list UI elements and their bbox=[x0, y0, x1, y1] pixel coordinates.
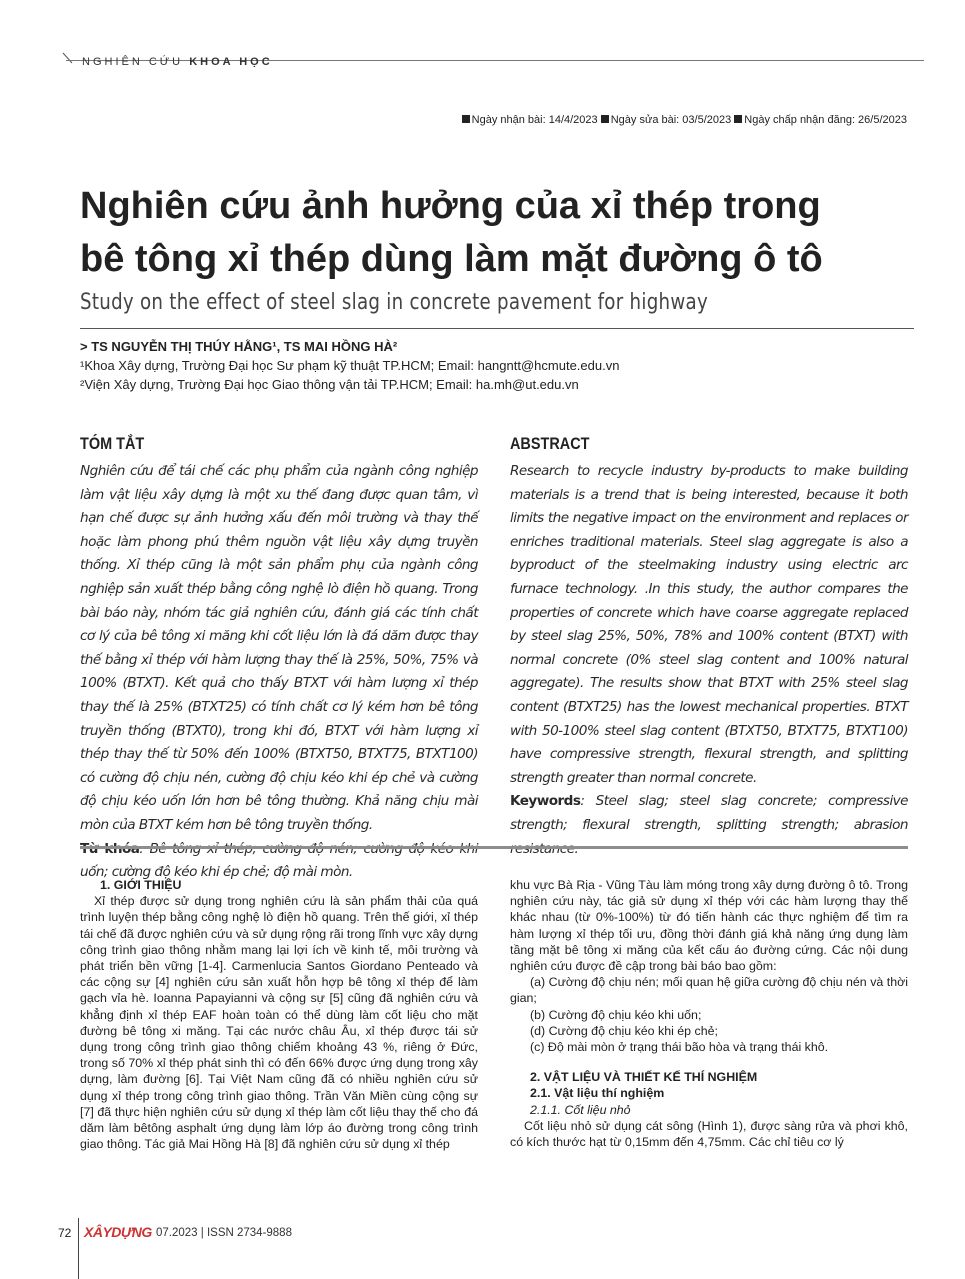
body-column-right bbox=[510, 877, 908, 1150]
bullet-square-icon bbox=[462, 115, 470, 123]
date-revised: Ngày sửa bài: 03/5/2023 bbox=[610, 114, 732, 126]
title-line-2: bê tông xỉ thép dùng làm mặt đường ô tô bbox=[80, 238, 823, 280]
date-received: Ngày nhận bài: 14/4/2023 bbox=[471, 114, 598, 126]
title-line-1: Nghiên cứu ảnh hưởng của xỉ thép trong bbox=[80, 185, 821, 227]
issue-info: 07.2023 | ISSN 2734-9888 bbox=[156, 1227, 292, 1239]
paragraph-continued: khu vực Bà Rịa - Vũng Tàu làm móng trong xây dựng đường ô tô. Trong nghiên cứu này, tác giả sử dụng xỉ thép với các hàm lượng thay thế khác nhau (từ 0%-100%) từ đó tiến hành các thực nghiệm để tìm ra hàm lượng xỉ thép tối ưu, đồng thời đánh giá khả năng ứng dụng làm tầng mặt bê tông xi măng của kết cấu áo đường cứng. Các nội dung nghiên cứu được đề cập trong bài báo bao gồm: bbox=[510, 878, 908, 974]
keywords-en-label: Keywords bbox=[510, 793, 581, 810]
affiliation-2: ²Viện Xây dựng, Trường Đại học Giao thông vận tải TP.HCM; Email: ha.mh@ut.edu.vn bbox=[80, 377, 579, 392]
section-divider bbox=[80, 846, 908, 849]
authors: > TS NGUYỄN THỊ THÚY HẰNG¹, TS MAI HỒNG HÀ² bbox=[80, 339, 398, 354]
list-item-a: (a) Cường độ chịu nén; mối quan hệ giữa cường độ chịu nén và thời gian; bbox=[510, 975, 908, 1006]
heading-materials-sub: 2.1. Vật liệu thí nghiệm bbox=[530, 1086, 665, 1101]
keywords-vi-text: uốn; cường độ kéo khi ép chẻ; độ mài mòn. bbox=[80, 864, 353, 881]
heading-materials: 2. VẬT LIỆU VÀ THIẾT KẾ THÍ NGHIỆM bbox=[530, 1070, 758, 1085]
bullet-square-icon bbox=[734, 115, 742, 123]
section-bold: KHOA HỌC bbox=[189, 56, 273, 68]
footer-rule bbox=[78, 1218, 79, 1279]
list-item-c: (c) Độ mài mòn ở trạng thái bão hòa và trạng thái khô. bbox=[530, 1040, 829, 1055]
abstract-en-text: Research to recycle industry by-products to make building materials is a trend that is being interested, because it both limits the negative impact on the environment and replaces or enriches traditional materials. Steel slag aggregate is also a byproduct of the steelmaking industry using electric arc furnace technology. .In this study, the author compares the properties of concrete which have coarse aggregate replaced by steel slag 25%, 50%, 78% and 100% content (BTXT) with normal concrete (0% steel slag content and 100% natural aggregate). The results show that BTXT with 25% steel slag content (BTXT25) has the lowest mechanical properties. BTXT with 50-100% steel slag content (BTXT50, BTXT75, BTXT100) have compressive strength, flexural strength, and splitting strength greater than normal concrete. bbox=[510, 463, 908, 786]
title-rule bbox=[80, 328, 914, 329]
header-slash-mark bbox=[62, 52, 74, 64]
affiliation-1: ¹Khoa Xây dựng, Trường Đại học Sư phạm kỹ thuật TP.HCM; Email: hangntt@hcmute.edu.vn bbox=[80, 358, 620, 373]
keywords-en-text: : Steel slag; steel slag concrete; compressive strength; flexural strength, splitting strength; abrasion bbox=[510, 793, 908, 833]
body-column-left bbox=[80, 877, 478, 1152]
abstract-en bbox=[510, 460, 908, 861]
abstract-vi bbox=[80, 460, 478, 885]
english-title: Study on the effect of steel slag in concrete pavement for highway bbox=[80, 290, 709, 315]
article-title bbox=[80, 180, 920, 286]
heading-fine-aggregate: 2.1.1. Cốt liệu nhỏ bbox=[530, 1102, 631, 1117]
section-label bbox=[82, 56, 273, 68]
abstract-vi-text: Nghiên cứu để tái chế các phụ phẩm của ngành công nghiệp làm vật liệu xây dựng là một xu thế đang được quan tâm, vì hạn chế được sự ảnh hưởng xấu đến môi trường và thay thế hoặc làm phong phú thêm nguồn vật liệu xây dựng truyền thống. Xỉ thép cũng là một sản phẩm phụ của ngành công nghiệp sản xuất thép bằng công nghệ lò điện hồ quang. Trong bài báo này, nhóm tác giả nghiên cứu, đánh giá các tính chất cơ lý của bê tông xi măng khi cốt liệu lớn là đá dăm được thay thế bằng xỉ thép với hàm lượng thay thế là 25%, 50%, 75% và 100% (BTXT). Kết quả cho thấy BTXT với hàm lượng xỉ thép thay thế là 25% (BTXT25) có tính chất cơ lý kém hơn bê tông truyền thống (BTXT0), trong khi đó, BTXT với hàm lượng xỉ thép thay thế từ 50% đến 100% (BTXT50, BTXT75, BTXT100) có cường độ chịu nén, cường độ chịu kéo khi ép chẻ và cường độ chịu kéo uốn lớn hơn bê tông thường. Khả năng chịu mài mòn của BTXT kém hơn bê tông truyền thống. bbox=[80, 463, 478, 833]
list-item-d: (d) Cường độ chịu kéo khi ép chẻ; bbox=[530, 1023, 718, 1038]
abstract-en-heading: ABSTRACT bbox=[510, 434, 590, 453]
article-dates bbox=[462, 114, 907, 126]
list-item-b: (b) Cường độ chịu kéo khi uốn; bbox=[530, 1007, 702, 1022]
abstract-vi-heading: TÓM TẮT bbox=[80, 434, 145, 453]
section-prefix: NGHIÊN CỨU bbox=[82, 56, 184, 68]
heading-introduction: 1. GIỚI THIỆU bbox=[100, 878, 182, 892]
magazine-brand: XÂYDỰNG bbox=[84, 1224, 152, 1240]
date-accepted: Ngày chấp nhận đăng: 26/5/2023 bbox=[744, 114, 907, 126]
bullet-square-icon bbox=[601, 115, 609, 123]
paragraph-introduction: Xỉ thép được sử dụng trong nghiên cứu là sản phẩm thải của quá trình luyện thép bằng công nghệ lò điện hồ quang. Trên thế giới, xỉ thép tái chế đã được nghiên cứu và sử dụng rộng rãi trong lĩnh vực xây dựng công trình giao thông nhằm mang lại lợi ích về kinh tế, môi trường và phát triển bền vững [1-4]. Carmenlucia Santos Giordano Penteado và các cộng sự [4] nghiên cứu sản xuất hỗn hợp bê tông xỉ thép để làm gạch vỉa hè. Ioanna Papayianni và cộng sự [5] cũng đã nghiên cứu và khẳng định xỉ thép EAF hoàn toàn có thể dùng làm cốt liệu cho mặt đường bê tông xi măng. Tại các nước châu Âu, xỉ thép được tái sử dụng trong công trình giao thông chiếm khoảng 43 %, riêng ở Đức, trong số 70% xỉ thép phát sinh thì có đến 66% được ứng dụng trong xây dựng, làm đường [6]. Tại Việt Nam cũng đã có nhiều nghiên cứu sử dụng xỉ thép trong công trình giao thông. Trần Văn Miền cùng cộng sự [7] đã thực hiện nghiên cứu sử dụng xỉ thép làm cốt liệu thay thế cho đá dăm làm bêtông asphalt ứng dụng làm lớp áo đường trong công trình giao thông. Tác giả Mai Hồng Hà [8] đã nghiên cứu sử dụng xỉ thép bbox=[80, 894, 478, 1152]
page-number: 72 bbox=[58, 1226, 72, 1240]
paragraph-fine-aggregate: Cốt liệu nhỏ sử dụng cát sông (Hình 1), được sàng rửa và phơi khô, có kích thước hạt từ 0,15mm đến 4,75mm. Các chỉ tiêu cơ lý bbox=[510, 1118, 908, 1150]
